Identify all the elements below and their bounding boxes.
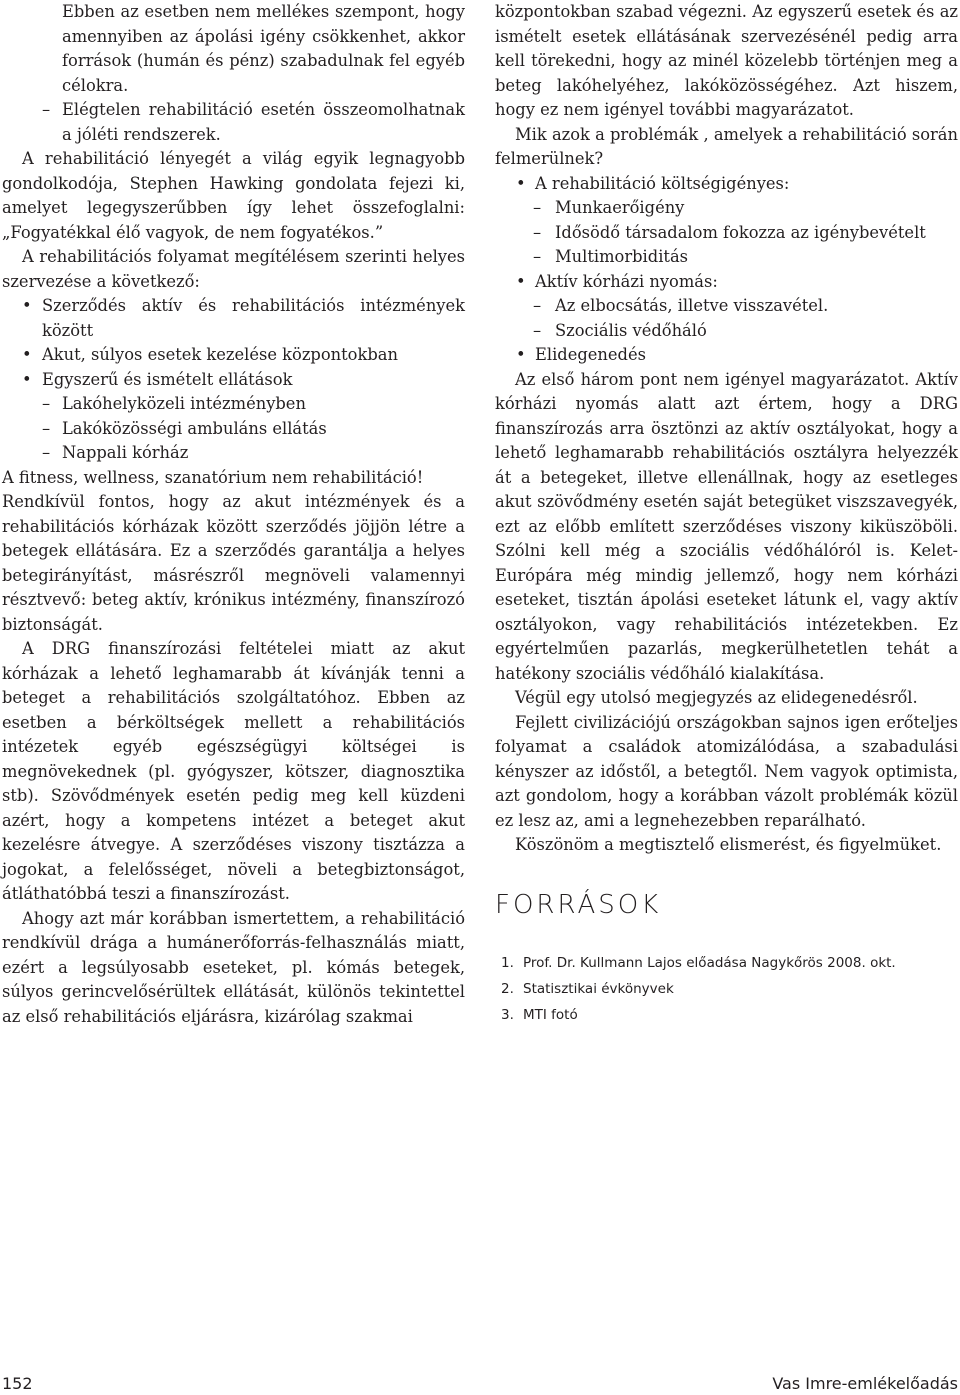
sources-list — [495, 950, 958, 1028]
paragraph: Végül egy utolsó megjegyzés az elidegenedésről. — [515, 688, 918, 707]
dash-item: – Lakóközösségi ambuláns ellátás — [2, 417, 465, 442]
paragraph: A rehabilitációs folyamat megítélésem szerinti helyes szervezése a következő: — [2, 247, 465, 291]
paragraph: Rendkívül fontos, hogy az akut intézmények és a rehabilitációs kórházak között szerződés jöjjön létre a betegek ellátására. Ez a szerződés garantálja a helyes betegirányítást, másrészről megnöveli valamennyi résztvevő: beteg aktív, krónikus intézmény, finanszírozó biztonságát. — [2, 492, 465, 634]
page-number: 152 — [2, 1374, 33, 1393]
dash-item: – Lakóhelyközeli intézményben — [2, 392, 465, 417]
paragraph: Fejlett civilizációjú országokban sajnos igen erőteljes folyamat a családok atomizálódása, a szabadulási kényszer az időstől, a betegtől. Nem vagyok optimista, azt gondolom, hogy a korábban vázolt problémák közül ez lesz az, ami a legnehezebben reparálható. — [495, 712, 958, 830]
left-column — [2, 0, 465, 1029]
paragraph: Köszönöm a megtisztelő elismerést, és figyelmüket. — [515, 835, 942, 854]
source-text: Prof. Dr. Kullmann Lajos előadása Nagykőrös 2008. okt. — [523, 954, 896, 971]
source-number: 2. — [501, 980, 514, 997]
bullet-item: • Szerződés aktív és rehabilitációs intézmények között — [2, 294, 465, 343]
source-item — [495, 950, 958, 976]
bullet-item: • A rehabilitáció költségigényes: — [495, 172, 958, 197]
bullet-item: • Akut, súlyos esetek kezelése központokban — [2, 343, 465, 368]
dash-item: – Nappali kórház — [2, 441, 465, 466]
dash-item: – Szociális védőháló — [495, 319, 958, 344]
source-item — [495, 1002, 958, 1028]
paragraph: A fitness, wellness, szanatórium nem rehabilitáció! — [2, 467, 424, 487]
source-number: 3. — [501, 1006, 514, 1023]
source-text: MTI fotó — [523, 1006, 578, 1023]
paragraph: Az első három pont nem igényel magyarázatot. Aktív kórházi nyomás alatt azt értem, hogy a DRG finanszírozás arra ösztönzi az aktív osztályokat, hogy a lehető leghamarabb rehabilitációs osztályra helyezzék át a betegeket, illetve ellenállnak, hogy az esetleges akut szövődmény esetén saját betegüket viszszavegyék, ezt az előbb említett szerződéses viszony kiküszöböli. Szólni kell még a szociális védőhálóról is. Kelet-Európára még mindig jellemző, hogy nem kórházi eseteket, tisztán ápolási eseteket látunk el, vagy aktív osztályokon, vagy rehabilitációs intézetekben. Ez egyértelműen pazarlás, megkerülhetetlen tehát a hatékony szociális védőháló kialakítása. — [495, 369, 958, 683]
paragraph: A DRG finanszírozási feltételei miatt az akut kórházak a lehető leghamarabb át kívánják tenni a beteget a rehabilitációs szolgáltatóhoz. Ebben az esetben a bérköltségek mellett a rehabilitációs intézetek egyéb egészségügyi költségei is megnövekednek (pl. gyógyszer, kötszer, diagnosztika stb). Szövődmények esetén pedig meg kell küzdeni azért, hogy a kompetens intézet a beteget akut kezelésre átvegye. A szerződéses viszony tisztázza a jogokat, a felelősséget, növeli a betegbiztonságot, átláthatóbbá teszi a finanszírozást. — [2, 639, 465, 903]
dash-item: – Elégtelen rehabilitáció esetén összeomolhatnak a jóléti rendszerek. — [2, 98, 465, 147]
paragraph: A rehabilitáció lényegét a világ egyik legnagyobb gondolkodója, Stephen Hawking gondolata fejezi ki, amelyet legegyszerűbben így lehet összefoglalni: „Fogyatékkal élő vagyok, de nem fogyatékos.” — [2, 149, 465, 242]
publication-title: Vas Imre-emlékelőadás — [772, 1374, 958, 1393]
source-number: 1. — [501, 954, 514, 971]
paragraph: központokban szabad végezni. Az egyszerű esetek és az ismételt esetek ellátásának szervezésénél pedig arra kell törekedni, hogy az minél közelebb történjen meg a beteg lakóhelyéhez, lakóközösségéhez. Azt hiszem, hogy ez nem igényel további magyarázatot. — [495, 2, 958, 119]
paragraph: Mik azok a problémák , amelyek a rehabilitáció során felmerülnek? — [495, 124, 958, 168]
bullet-item: • Egyszerű és ismételt ellátások — [2, 368, 465, 393]
sources-heading: FORRÁSOK — [495, 889, 662, 920]
dash-item: – Multimorbiditás — [495, 245, 958, 270]
bullet-item: • Aktív kórházi nyomás: — [495, 270, 958, 295]
dash-item: – Idősödő társadalom fokozza az igénybevételt — [495, 221, 958, 246]
source-item — [495, 976, 958, 1002]
right-column — [495, 0, 958, 1028]
paragraph: Ebben az esetben nem mellékes szempont, hogy amennyiben az ápolási igény csökkenhet, akkor források (humán és pénz) szabadulnak fel egyéb célokra. — [62, 2, 465, 95]
source-text: Statisztikai évkönyvek — [523, 980, 674, 997]
paragraph: Ahogy azt már korábban ismertettem, a rehabilitáció rendkívül drága a humánerőforrás-felhasználás miatt, ezért a legsúlyosabb eseteket, pl. kómás betegek, súlyos gerincvelősérültek ellátását, különös tekintettel az első rehabilitációs eljárásra, kizárólag szakmai — [2, 908, 465, 1026]
bullet-item: • Elidegenedés — [495, 343, 958, 368]
dash-item: – Munkaerőigény — [495, 196, 958, 221]
dash-item: – Az elbocsátás, illetve visszavétel. — [495, 294, 958, 319]
